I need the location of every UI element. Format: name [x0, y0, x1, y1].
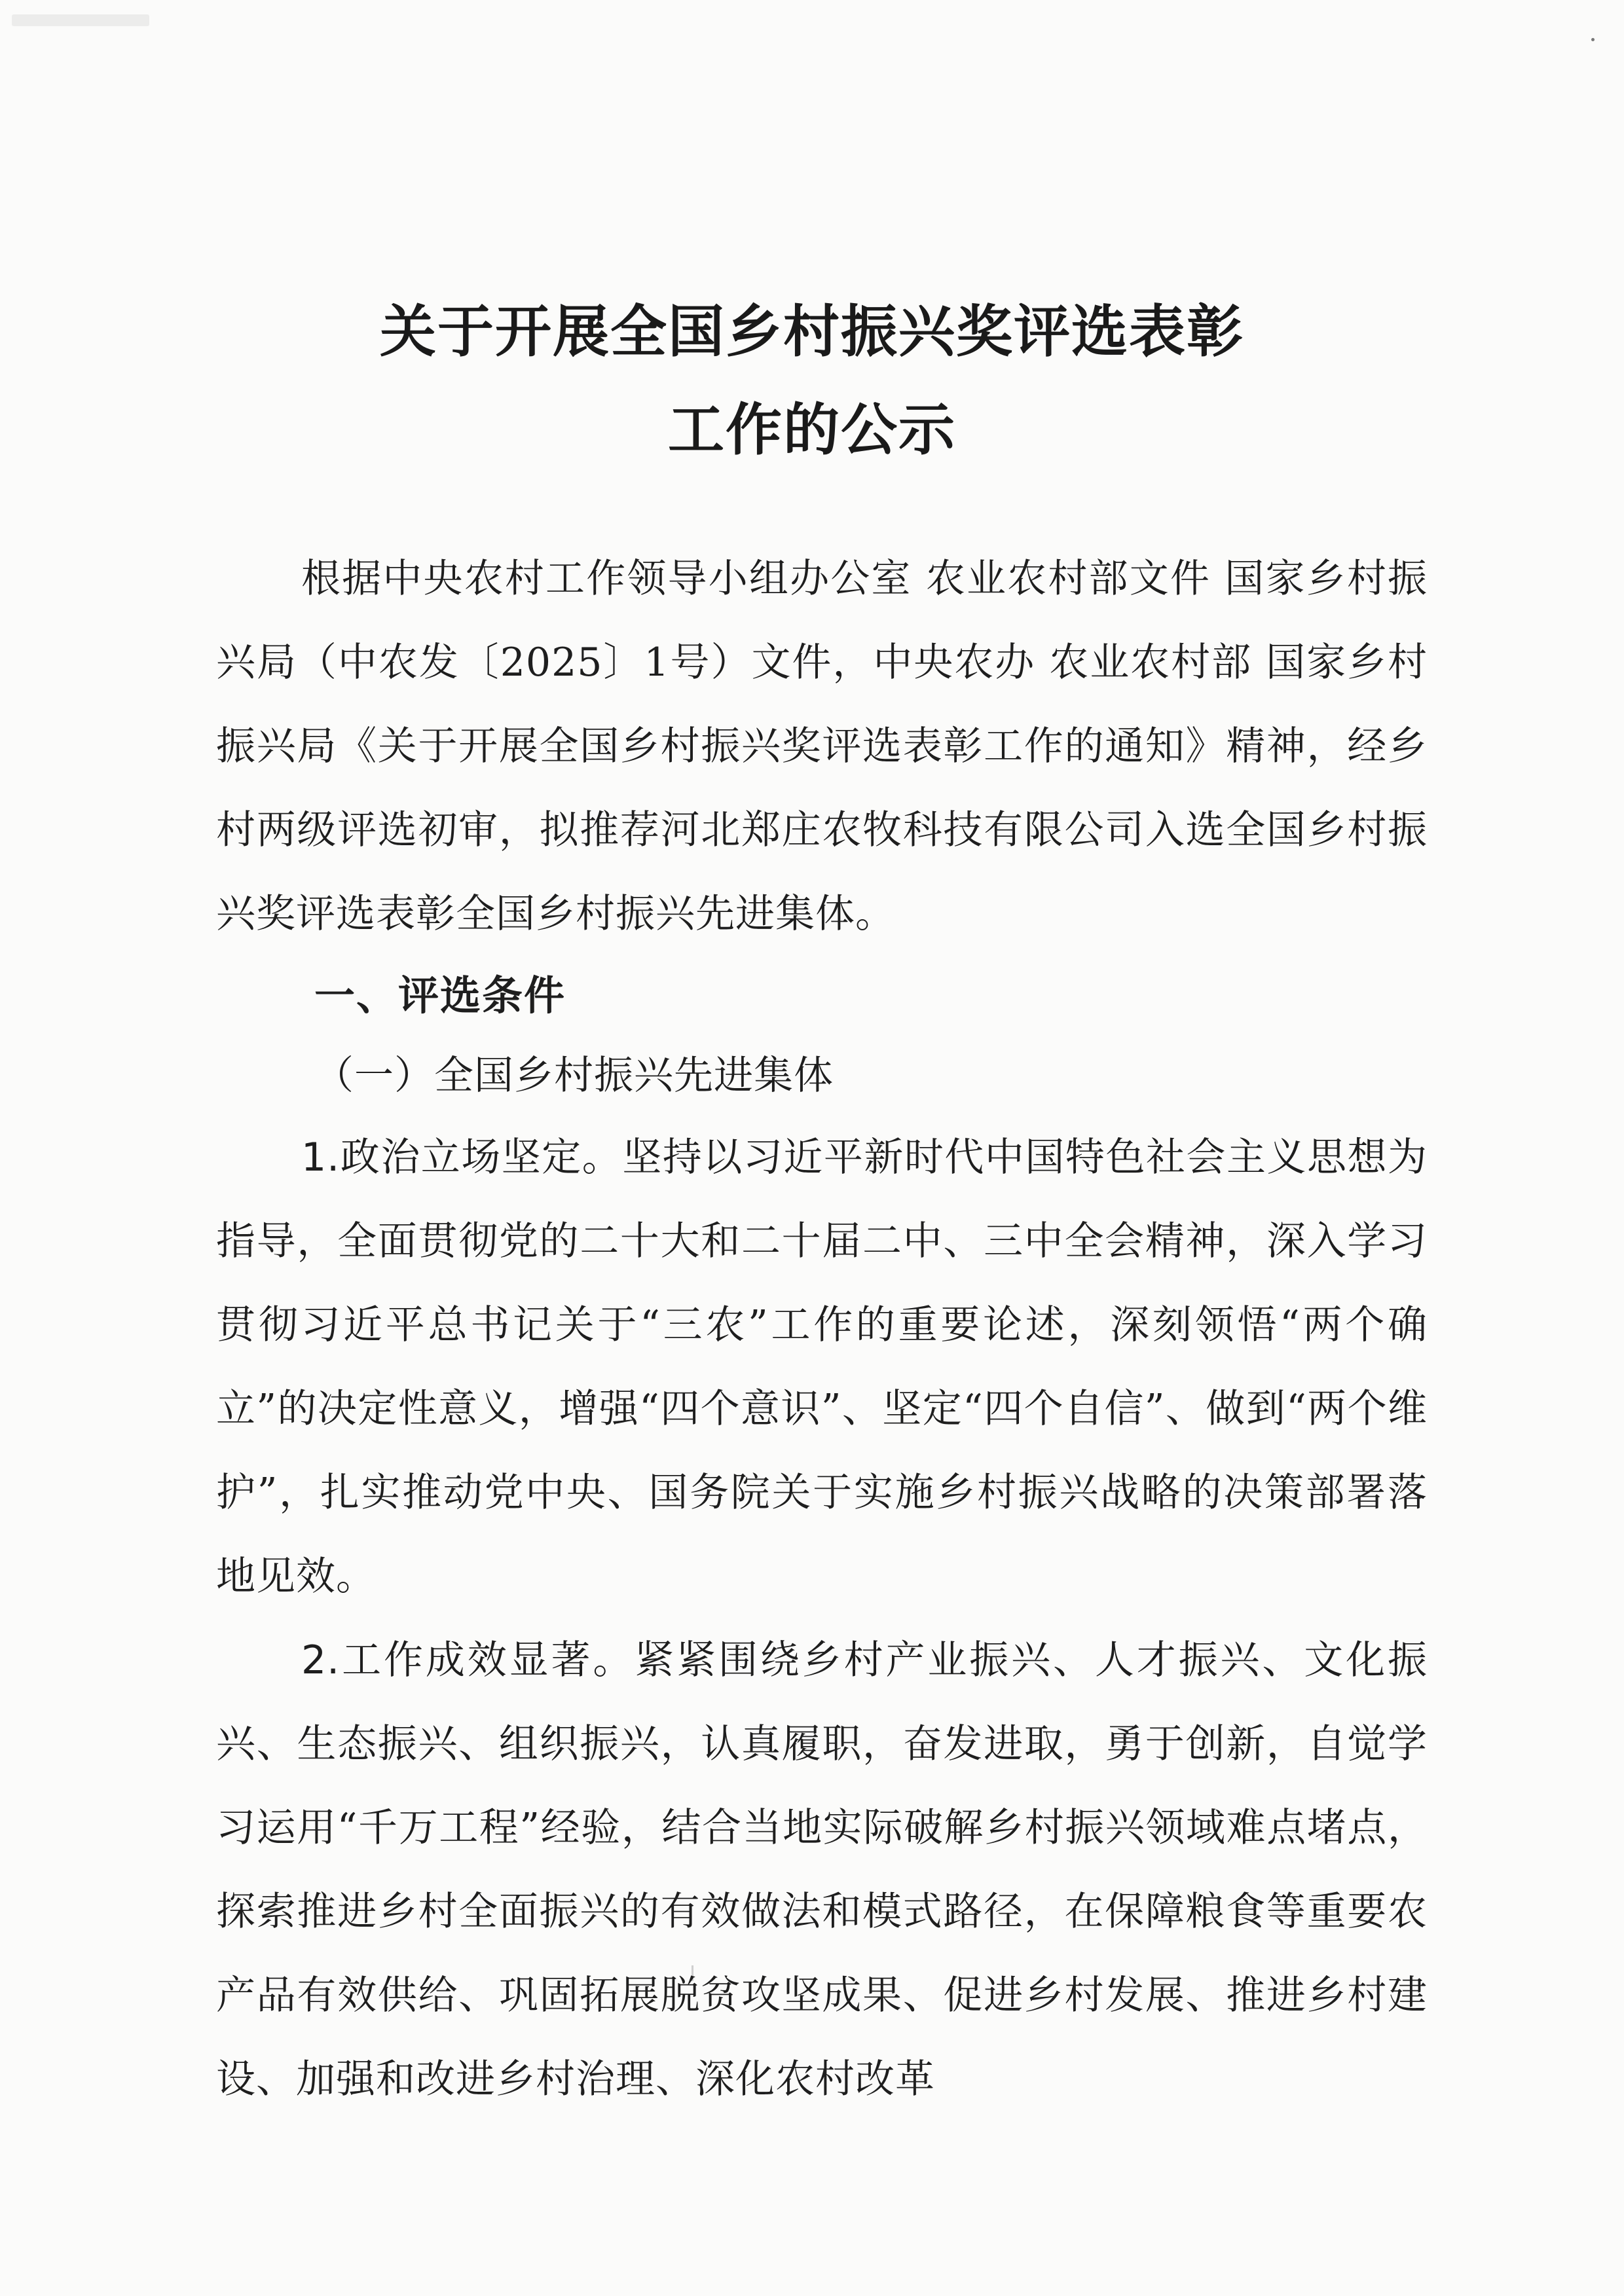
intro-paragraph: 根据中央农村工作领导小组办公室 农业农村部文件 国家乡村振兴局（中农发〔2025〕1号）文件，中央农办 农业农村部 国家乡村振兴局《关于开展全国乡村振兴奖评选表彰工作的通知》精神，经乡村两级评选初审，拟推荐河北郑庄农牧科技有限公司入选全国乡村振兴奖评选表彰全国乡村振兴先进集体。: [216, 556, 1428, 937]
criteria-item-1: [216, 1116, 1428, 1618]
title-line-2: 工作的公示: [668, 397, 956, 463]
scan-artifact: [12, 14, 149, 26]
criteria-item-2: [216, 1618, 1428, 2121]
document-title: [216, 283, 1408, 479]
scan-artifact: [1591, 38, 1595, 41]
criteria-item-1-text: 坚持以习近平新时代中国特色社会主义思想为指导，全面贯彻党的二十大和二十届二中、三中全会精神，深入学习贯彻习近平总书记关于“三农”工作的重要论述，深刻领悟“两个确立”的决定性意义，增强“四个意识”、坚定“四个自信”、做到“两个维护”，扎实推动党中央、国务院关于实施乡村振兴战略的决策部署落地见效。: [216, 1135, 1428, 1599]
subsection-heading-collective: （一）全国乡村振兴先进集体: [314, 1053, 834, 1099]
document-body: [216, 537, 1428, 2121]
criteria-item-2-text: 紧紧围绕乡村产业振兴、人才振兴、文化振兴、生态振兴、组织振兴，认真履职，奋发进取，勇于创新，自觉学习运用“千万工程”经验，结合当地实际破解乡村振兴领域难点堵点，探索推进乡村全面振兴的有效做法和模式路径，在保障粮食等重要农产品有效供给、巩固拓展脱贫攻坚成果、促进乡村发展、推进乡村建设、加强和改进乡村治理、深化农村改革: [216, 1637, 1428, 2102]
title-line-1: 关于开展全国乡村振兴奖评选表彰: [380, 299, 1244, 365]
criteria-item-1-lead: 1.政治立场坚定。: [301, 1135, 623, 1180]
section-heading-criteria: 一、评选条件: [314, 972, 566, 1019]
criteria-item-2-lead: 2.工作成效显著。: [301, 1637, 635, 1683]
